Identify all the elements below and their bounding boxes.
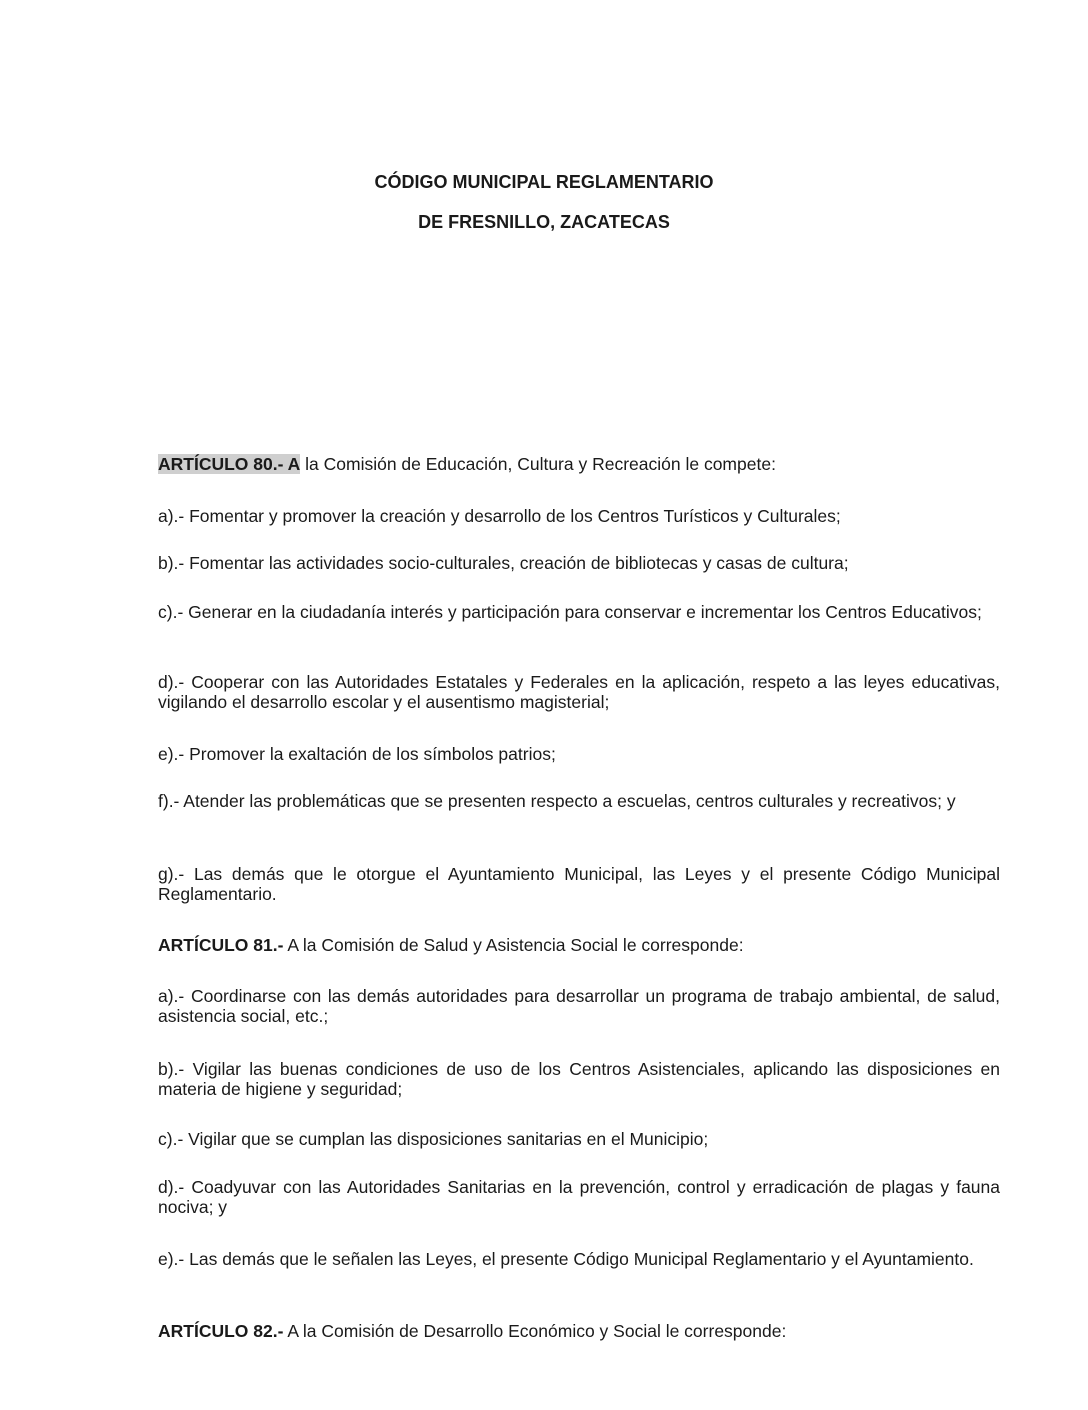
article-80-item-a: a).- Fomentar y promover la creación y desarrollo de los Centros Turísticos y Culturales; (158, 506, 841, 526)
article-80-label: ARTÍCULO 80.- A (158, 454, 301, 474)
article-82-intro: A la Comisión de Desarrollo Económico y Social le corresponde: (283, 1321, 787, 1341)
article-80-item-b: b).- Fomentar las actividades socio-culturales, creación de bibliotecas y casas de cultura; (158, 553, 849, 573)
article-81-item-b: b).- Vigilar las buenas condiciones de uso de los Centros Asistenciales, aplicando las disposiciones en materia de higiene y seguridad; (158, 1059, 1000, 1099)
article-80-heading (158, 455, 1000, 475)
article-81-intro: A la Comisión de Salud y Asistencia Social le corresponde: (283, 935, 744, 955)
document-title-line2: DE FRESNILLO, ZACATECAS (418, 212, 670, 232)
article-80-item-c: c).- Generar en la ciudadanía interés y participación para conservar e incrementar los Centros Educativos; (158, 602, 982, 622)
article-82-heading (158, 1322, 1000, 1342)
article-80-item-g: g).- Las demás que le otorgue el Ayuntamiento Municipal, las Leyes y el presente Código Municipal Reglamentario. (158, 864, 1000, 904)
article-82-label: ARTÍCULO 82.- (158, 1321, 284, 1341)
article-81-item-e: e).- Las demás que le señalen las Leyes, el presente Código Municipal Reglamentario y el Ayuntamiento. (158, 1249, 974, 1269)
article-81-item-d: d).- Coadyuvar con las Autoridades Sanitarias en la prevención, control y erradicación de plagas y fauna nociva; y (158, 1177, 1000, 1217)
document-title-line1: CÓDIGO MUNICIPAL REGLAMENTARIO (374, 172, 714, 192)
article-81-heading (158, 936, 1000, 956)
article-81-label: ARTÍCULO 81.- (158, 935, 284, 955)
article-80-intro: la Comisión de Educación, Cultura y Recreación le compete: (300, 454, 776, 474)
article-80-item-f: f).- Atender las problemáticas que se presenten respecto a escuelas, centros culturales y recreativos; y (158, 791, 956, 811)
article-80-item-e: e).- Promover la exaltación de los símbolos patrios; (158, 744, 556, 764)
article-80-item-d: d).- Cooperar con las Autoridades Estatales y Federales en la aplicación, respeto a las leyes educativas, vigilando el desarrollo escolar y el ausentismo magisterial; (158, 672, 1000, 712)
article-81-item-a: a).- Coordinarse con las demás autoridades para desarrollar un programa de trabajo ambiental, de salud, asistencia social, etc.; (158, 986, 1000, 1026)
article-81-item-c: c).- Vigilar que se cumplan las disposiciones sanitarias en el Municipio; (158, 1129, 709, 1149)
